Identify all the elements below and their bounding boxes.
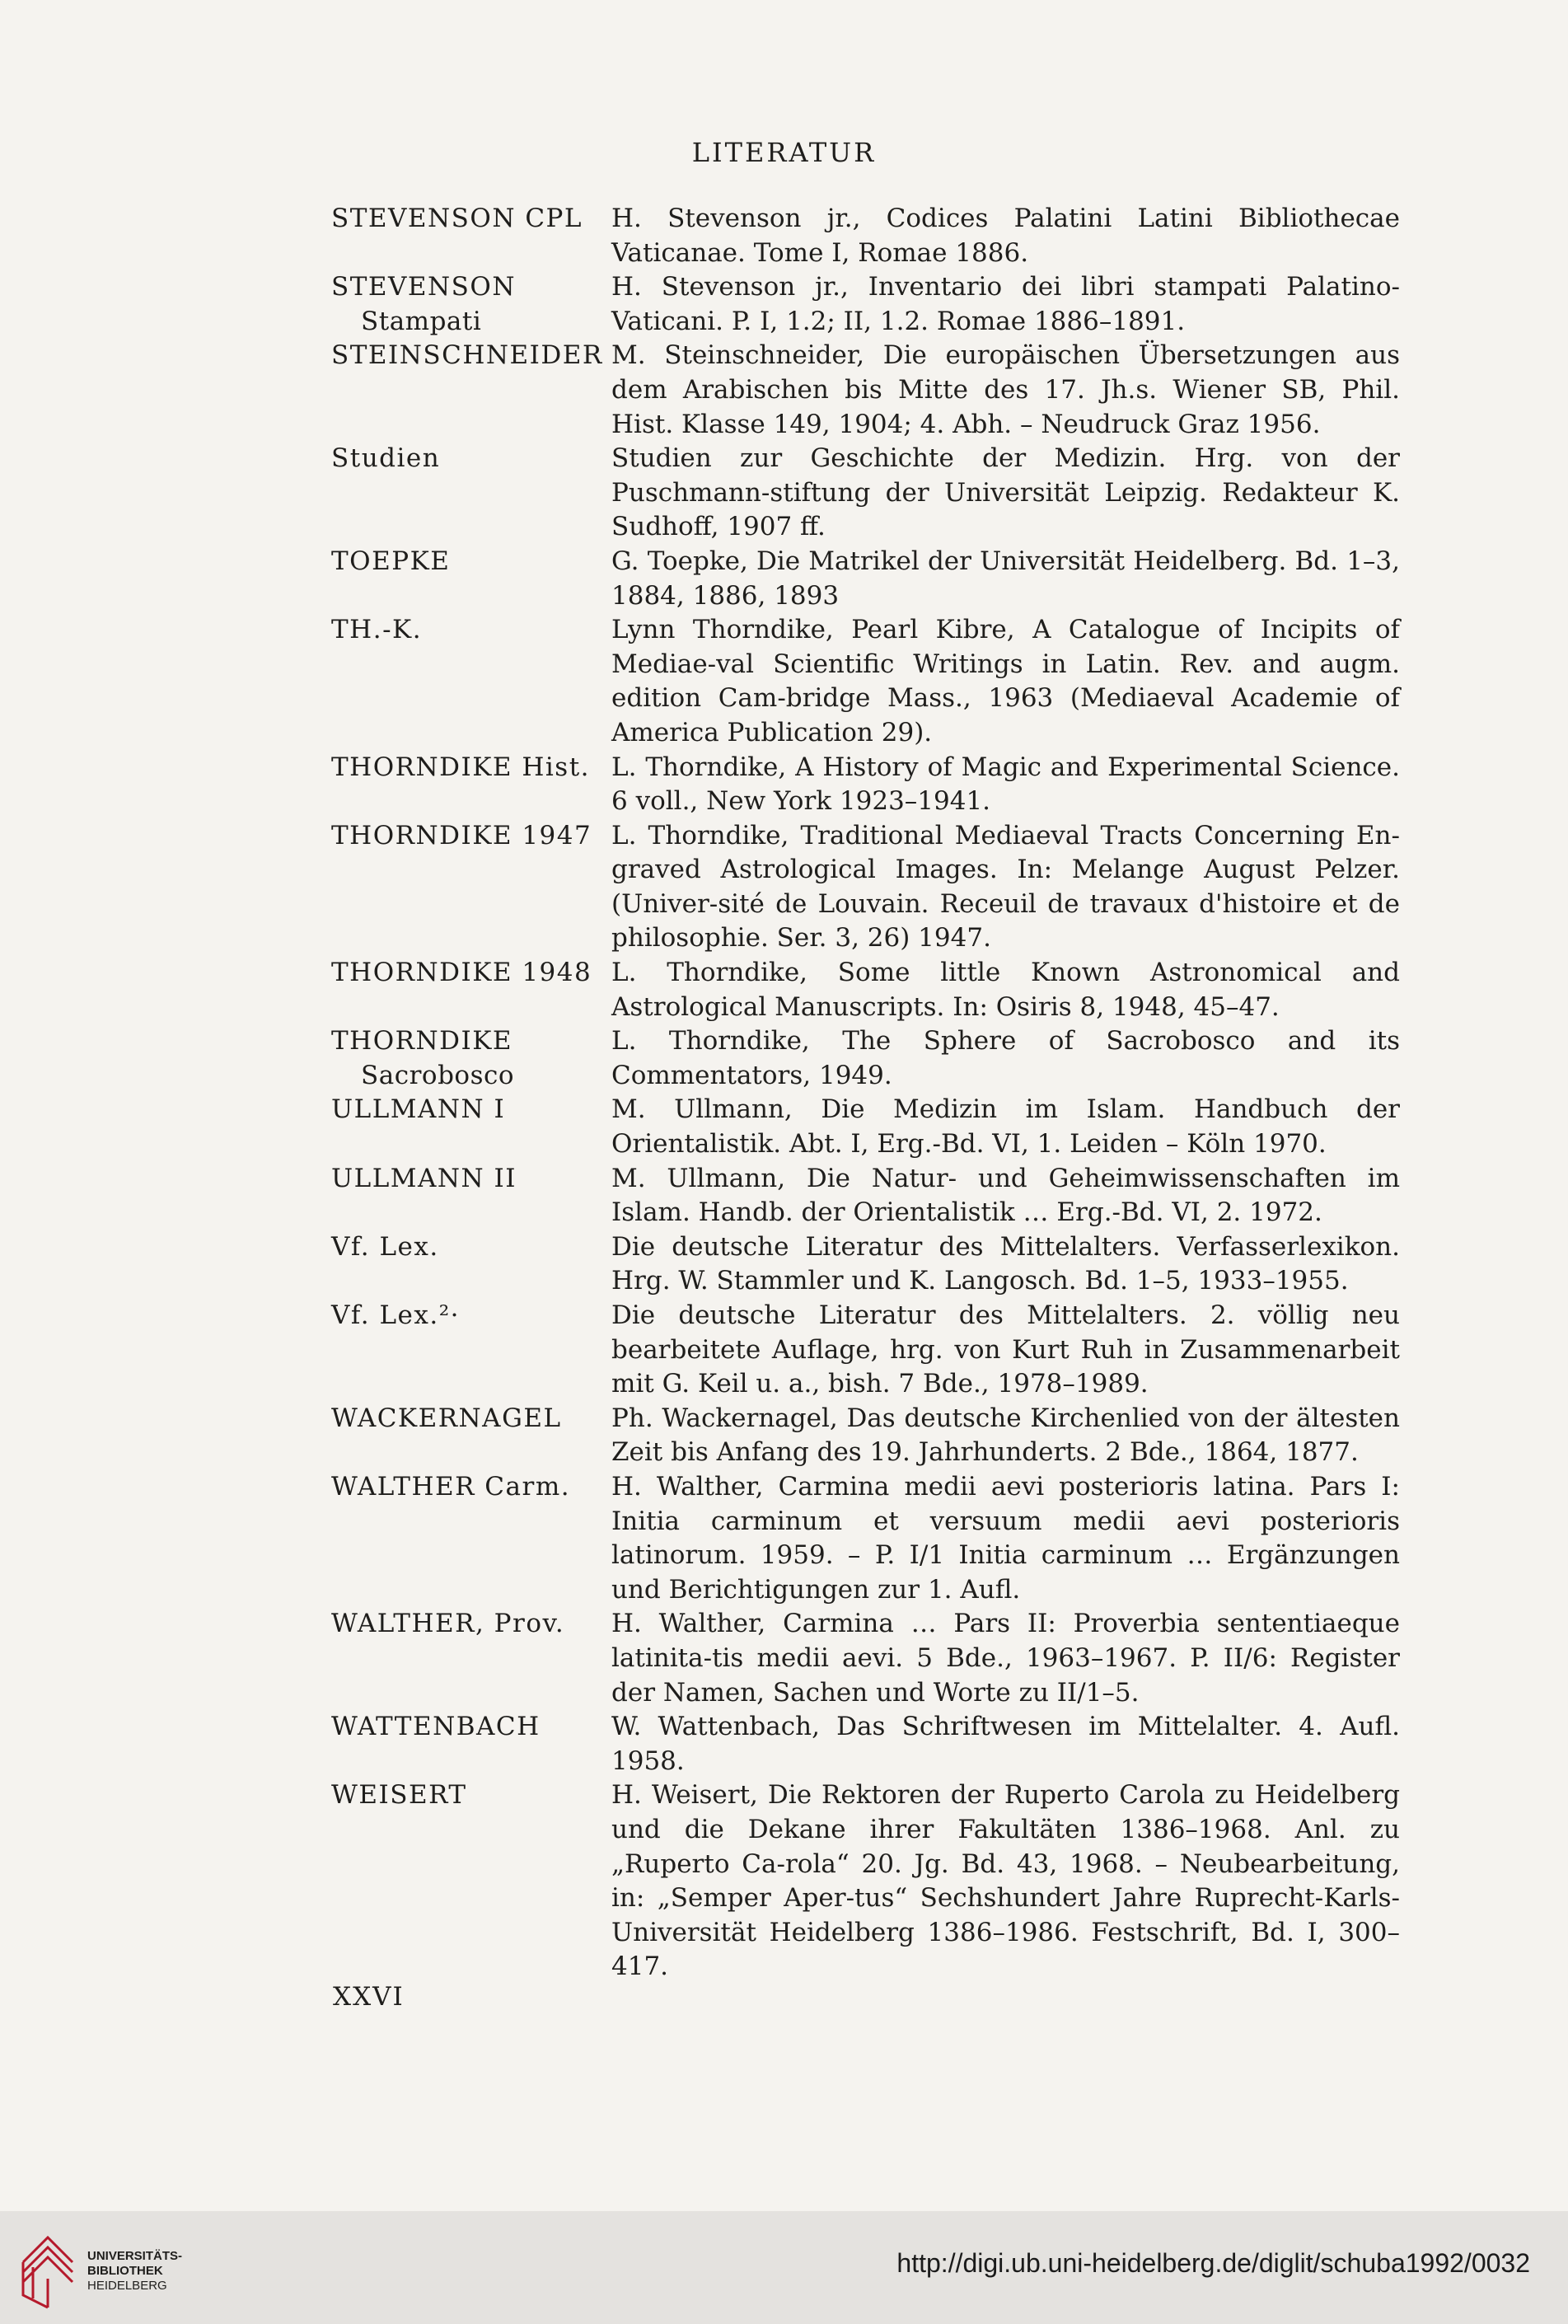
page-number: XXVI xyxy=(333,1982,405,2012)
bibliography-entry xyxy=(331,956,1402,1024)
bibliography-entry xyxy=(331,1470,1402,1607)
abbr-main: THORNDIKE xyxy=(331,1026,513,1057)
bibliography-entry xyxy=(331,1607,1402,1710)
bibliography-entry xyxy=(331,545,1402,613)
entry-reference: W. Wattenbach, Das Schriftwesen im Mittelalter. 4. Aufl. 1958. xyxy=(611,1712,1400,1776)
entry-reference: H. Stevenson jr., Codices Palatini Latini Bibliothecae Vaticanae. Tome I, Romae 1886. xyxy=(611,204,1400,268)
bibliography-entry xyxy=(331,1299,1402,1402)
entry-reference: Die deutsche Literatur des Mittelalters. Verfasserlexikon. Hrg. W. Stammler und K. Langosch. Bd. 1–5, 1933–1955. xyxy=(611,1231,1400,1296)
abbr-main: STEVENSON CPL xyxy=(331,204,583,233)
bibliography-list xyxy=(331,202,1402,1984)
bibliography-entry xyxy=(331,339,1402,442)
bibliography-entry xyxy=(331,613,1402,750)
abbr-main: THORNDIKE 1947 xyxy=(331,820,592,850)
entry-reference: L. Thorndike, Some little Known Astronomical and Astrological Manuscripts. In: Osiris 8, 1948, 45–47. xyxy=(611,958,1400,1022)
abbr-main: TH.-K. xyxy=(331,615,423,645)
entry-abbreviation xyxy=(331,956,611,1024)
logo-line: BIBLIOTHEK xyxy=(87,2264,163,2278)
entry-reference: L. Thorndike, Traditional Mediaeval Tracts Concerning En-graved Astrological Images. In: Melange August Pelzer. (Univer-sité de Louvain. Receuil de travaux d'histoire et de philosophie. Ser. 3, 26) 1947. xyxy=(611,820,1400,953)
entry-abbreviation xyxy=(331,1230,611,1299)
abbr-subtitle: Stampati xyxy=(361,306,482,336)
entry-reference: Studien zur Geschichte der Medizin. Hrg. von der Puschmann-stiftung der Universität Leipzig. Redakteur K. Sudhoff, 1907 ff. xyxy=(611,443,1400,542)
entry-reference: M. Ullmann, Die Medizin im Islam. Handbuch der Orientalistik. Abt. I, Erg.-Bd. VI, 1. Leiden – Köln 1970. xyxy=(611,1094,1400,1160)
bibliography-entry xyxy=(331,1402,1402,1470)
bibliography-entry xyxy=(331,1024,1402,1093)
entry-reference: M. Steinschneider, Die europäischen Übersetzungen aus dem Arabischen bis Mitte des 17. Jh.s. Wiener SB, Phil. Hist. Klasse 149, 1904; 4. Abh. – Neudruck Graz 1956. xyxy=(611,340,1400,439)
page-title: LITERATUR xyxy=(691,137,877,168)
abbr-subtitle: Sacrobosco xyxy=(361,1060,515,1090)
entry-reference: H. Walther, Carmina medii aevi posterioris latina. Pars I: Initia carminum et versuum medii aevi posterioris latinorum. 1959. – P. I/1 Initia carminum … Ergänzungen und Berichtigungen zur 1. Aufl. xyxy=(611,1471,1400,1605)
abbr-main: THORNDIKE 1948 xyxy=(331,958,592,988)
bibliography-entry xyxy=(331,1093,1402,1161)
entry-abbreviation xyxy=(331,1162,611,1230)
bibliography-entry xyxy=(331,442,1402,545)
abbr-main: TOEPKE xyxy=(331,546,451,576)
entry-reference: Lynn Thorndike, Pearl Kibre, A Catalogue of Incipits of Mediae-val Scientific Writings in Latin. Rev. and augm. edition Cam-bridge Mass., 1963 (Mediaeval Academie of America Publication 29). xyxy=(611,615,1400,747)
abbr-main: WEISERT xyxy=(331,1780,467,1811)
abbr-main: THORNDIKE Hist. xyxy=(331,752,591,782)
abbr-main: WATTENBACH xyxy=(331,1712,541,1742)
entry-abbreviation xyxy=(331,819,611,956)
library-logo-text xyxy=(87,2249,182,2294)
entry-abbreviation xyxy=(331,202,611,270)
abbr-main: ULLMANN I xyxy=(331,1094,506,1125)
entry-abbreviation xyxy=(331,1402,611,1470)
entry-reference: H. Stevenson jr., Inventario dei libri stampati Palatino-Vaticani. P. I, 1.2; II, 1.2. Romae 1886–1891. xyxy=(611,272,1400,336)
abbr-main: WALTHER Carm. xyxy=(331,1471,571,1502)
entry-reference: H. Walther, Carmina … Pars II: Proverbia sententiaeque latinita-tis medii aevi. 5 Bde., 1963–1967. P. II/6: Register der Namen, Sachen und Worte zu II/1–5. xyxy=(611,1609,1400,1708)
abbr-main: ULLMANN II xyxy=(331,1163,517,1193)
entry-reference: Ph. Wackernagel, Das deutsche Kirchenlied von der ältesten Zeit bis Anfang des 19. Jahrhunderts. 2 Bde., 1864, 1877. xyxy=(611,1403,1400,1468)
entry-reference: G. Toepke, Die Matrikel der Universität Heidelberg. Bd. 1–3, 1884, 1886, 1893 xyxy=(611,546,1400,611)
bibliography-entry xyxy=(331,1162,1402,1230)
entry-abbreviation xyxy=(331,751,611,819)
bibliography-entry xyxy=(331,1710,1402,1778)
entry-reference: L. Thorndike, A History of Magic and Experimental Science. 6 voll., New York 1923–1941. xyxy=(611,752,1400,817)
entry-reference: M. Ullmann, Die Natur- und Geheimwissenschaften im Islam. Handb. der Orientalistik … Erg.-Bd. VI, 2. 1972. xyxy=(611,1163,1400,1228)
bibliography-entry xyxy=(331,819,1402,956)
abbr-main: WACKERNAGEL xyxy=(331,1403,562,1433)
entry-reference: L. Thorndike, The Sphere of Sacrobosco and its Commentators, 1949. xyxy=(611,1026,1400,1090)
entry-abbreviation xyxy=(331,442,611,545)
entry-abbreviation xyxy=(331,1710,611,1778)
entry-abbreviation xyxy=(331,1024,611,1093)
entry-abbreviation xyxy=(331,1299,611,1402)
entry-reference: Die deutsche Literatur des Mittelalters. 2. völlig neu bearbeitete Auflage, hrg. von Kurt Ruh in Zusammenarbeit mit G. Keil u. a., bish. 7 Bde., 1978–1989. xyxy=(611,1300,1400,1399)
abbr-main: STEINSCHNEIDER xyxy=(331,340,603,371)
permalink-url[interactable]: http://digi.ub.uni-heidelberg.de/diglit/schuba1992/0032 xyxy=(896,2248,1530,2278)
bibliography-entry xyxy=(331,1778,1402,1984)
entry-abbreviation xyxy=(331,1607,611,1710)
abbr-main: Studien xyxy=(331,443,441,474)
entry-abbreviation xyxy=(331,270,611,339)
bibliography-entry xyxy=(331,751,1402,819)
logo-line: HEIDELBERG xyxy=(87,2279,167,2293)
abbr-main: WALTHER, Prov. xyxy=(331,1609,565,1639)
bibliography-entry xyxy=(331,270,1402,339)
logo-line: UNIVERSITÄTS- xyxy=(87,2249,183,2263)
bibliography-entry xyxy=(331,202,1402,270)
bibliography-entry xyxy=(331,1230,1402,1299)
abbr-main: Vf. Lex. xyxy=(331,1231,439,1262)
entry-abbreviation xyxy=(331,339,611,442)
entry-abbreviation xyxy=(331,545,611,613)
entry-abbreviation xyxy=(331,1778,611,1984)
abbr-main: STEVENSON xyxy=(331,272,516,302)
entry-abbreviation xyxy=(331,1093,611,1161)
entry-abbreviation xyxy=(331,613,611,750)
entry-abbreviation xyxy=(331,1470,611,1607)
abbr-main: Vf. Lex.²· xyxy=(331,1300,461,1330)
footer-bar xyxy=(0,2211,1568,2324)
library-logo-icon xyxy=(15,2229,81,2312)
entry-reference: H. Weisert, Die Rektoren der Ruperto Carola zu Heidelberg und die Dekane ihrer Fakultäten 1386–1968. Anl. zu „Ruperto Ca-rola“ 20. Jg. Bd. 43, 1968. – Neubearbeitung, in: „Semper Aper-tus“ Sechshundert Jahre Ruprecht-Karls-Universität Heidelberg 1386–1986. Festschrift, Bd. I, 300–417. xyxy=(611,1780,1400,1982)
